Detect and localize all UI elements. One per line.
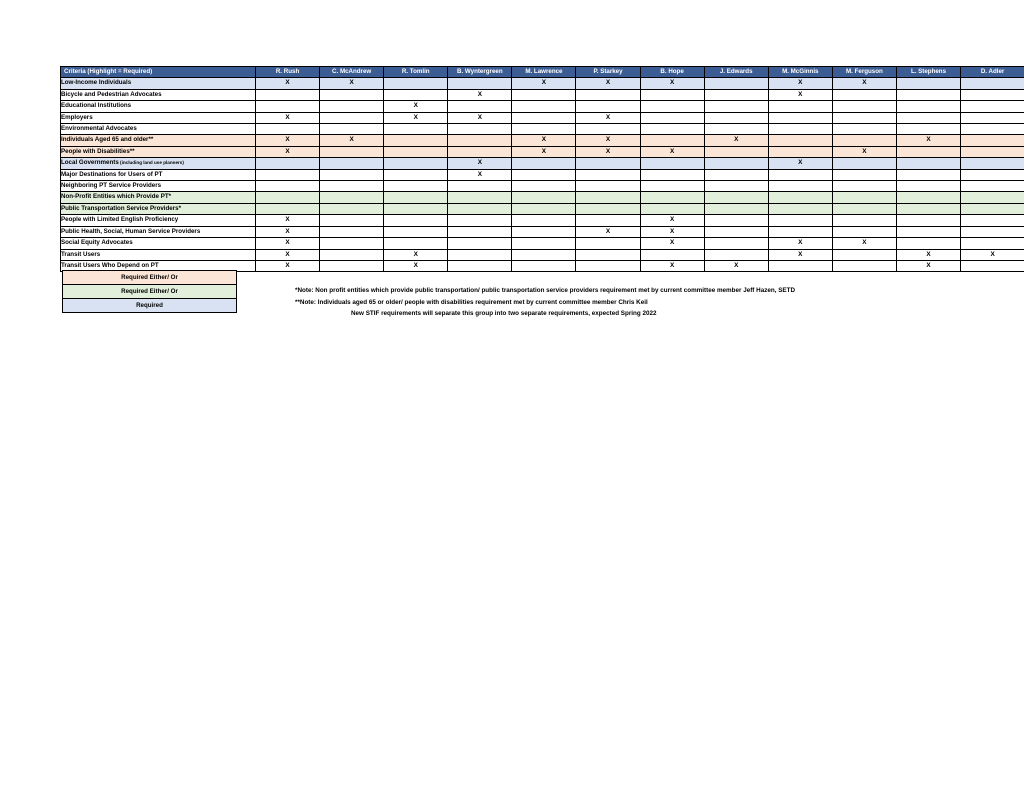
mark-cell-empty bbox=[320, 238, 384, 249]
criteria-label: Non-Profit Entities which Provide PT* bbox=[61, 193, 172, 201]
mark-cell-empty bbox=[768, 169, 832, 180]
mark-cell-empty bbox=[512, 192, 576, 203]
mark-cell-empty bbox=[512, 249, 576, 260]
mark-cell-empty bbox=[576, 238, 640, 249]
mark-cell-empty bbox=[320, 89, 384, 100]
mark-cell-empty bbox=[320, 181, 384, 192]
legend-label: Required bbox=[63, 299, 237, 313]
note-line: New STIF requirements will separate this group into two separate requirements, expected Spring 2022 bbox=[351, 310, 657, 317]
mark-cell-empty bbox=[256, 89, 320, 100]
mark-cell-checked: X bbox=[640, 226, 704, 237]
mark-cell-empty bbox=[768, 215, 832, 226]
mark-cell-checked: X bbox=[384, 112, 448, 123]
mark-cell-empty bbox=[320, 203, 384, 214]
mark-cell-checked: X bbox=[448, 169, 512, 180]
column-header-person: C. McAndrew bbox=[320, 67, 384, 78]
table-row bbox=[61, 192, 1024, 203]
mark-cell-empty bbox=[896, 203, 960, 214]
mark-cell-empty bbox=[576, 101, 640, 112]
mark-cell-empty bbox=[704, 238, 768, 249]
mark-cell-empty bbox=[832, 215, 896, 226]
mark-cell-empty bbox=[512, 169, 576, 180]
mark-cell-empty bbox=[384, 124, 448, 135]
mark-cell-empty bbox=[576, 158, 640, 169]
mark-cell-empty bbox=[256, 101, 320, 112]
mark-cell-empty bbox=[320, 169, 384, 180]
mark-cell-checked: X bbox=[448, 158, 512, 169]
mark-cell-empty bbox=[256, 181, 320, 192]
mark-cell-empty bbox=[961, 181, 1024, 192]
criteria-sublabel: (including land use planners) bbox=[118, 160, 184, 166]
mark-cell-checked: X bbox=[320, 135, 384, 146]
mark-cell-empty bbox=[512, 158, 576, 169]
criteria-cell bbox=[61, 192, 256, 203]
mark-cell-empty bbox=[832, 181, 896, 192]
mark-cell-empty bbox=[704, 101, 768, 112]
mark-cell-empty bbox=[640, 169, 704, 180]
mark-cell-empty bbox=[704, 78, 768, 89]
mark-cell-checked: X bbox=[448, 112, 512, 123]
mark-cell-empty bbox=[768, 260, 832, 271]
mark-cell-empty bbox=[576, 169, 640, 180]
header-row bbox=[61, 67, 1024, 78]
criteria-label: Local Governments bbox=[61, 159, 119, 167]
mark-cell-empty bbox=[704, 89, 768, 100]
mark-cell-checked: X bbox=[256, 260, 320, 271]
mark-cell-empty bbox=[640, 192, 704, 203]
criteria-label: Low-Income Individuals bbox=[61, 79, 132, 87]
mark-cell-checked: X bbox=[384, 260, 448, 271]
mark-cell-empty bbox=[961, 169, 1024, 180]
mark-cell-empty bbox=[896, 124, 960, 135]
mark-cell-empty bbox=[832, 112, 896, 123]
mark-cell-empty bbox=[512, 215, 576, 226]
mark-cell-empty bbox=[512, 124, 576, 135]
mark-cell-empty bbox=[832, 101, 896, 112]
criteria-cell bbox=[61, 181, 256, 192]
mark-cell-empty bbox=[320, 124, 384, 135]
notes-block bbox=[295, 285, 795, 320]
column-header-person: B. Wyntergreen bbox=[448, 67, 512, 78]
mark-cell-checked: X bbox=[768, 249, 832, 260]
criteria-cell bbox=[61, 215, 256, 226]
mark-cell-empty bbox=[832, 169, 896, 180]
mark-cell-checked: X bbox=[896, 260, 960, 271]
mark-cell-checked: X bbox=[256, 249, 320, 260]
mark-cell-empty bbox=[896, 226, 960, 237]
mark-cell-empty bbox=[704, 112, 768, 123]
mark-cell-empty bbox=[448, 226, 512, 237]
mark-cell-empty bbox=[448, 135, 512, 146]
mark-cell-checked: X bbox=[640, 260, 704, 271]
mark-cell-empty bbox=[320, 249, 384, 260]
table-row bbox=[61, 181, 1024, 192]
mark-cell-checked: X bbox=[704, 135, 768, 146]
criteria-cell bbox=[61, 203, 256, 214]
criteria-cell bbox=[61, 146, 256, 157]
mark-cell-empty bbox=[448, 124, 512, 135]
mark-cell-checked: X bbox=[832, 78, 896, 89]
mark-cell-empty bbox=[256, 203, 320, 214]
mark-cell-empty bbox=[961, 203, 1024, 214]
mark-cell-empty bbox=[384, 226, 448, 237]
mark-cell-empty bbox=[448, 146, 512, 157]
mark-cell-empty bbox=[448, 215, 512, 226]
mark-cell-empty bbox=[704, 249, 768, 260]
criteria-label: Transit Users Who Depend on PT bbox=[61, 261, 159, 269]
criteria-matrix-table bbox=[60, 66, 1024, 272]
mark-cell-empty bbox=[768, 181, 832, 192]
table-row bbox=[61, 169, 1024, 180]
mark-cell-empty bbox=[768, 124, 832, 135]
mark-cell-checked: X bbox=[961, 249, 1024, 260]
mark-cell-empty bbox=[448, 78, 512, 89]
table-row bbox=[61, 89, 1024, 100]
mark-cell-checked: X bbox=[256, 146, 320, 157]
criteria-label: Transit Users bbox=[61, 250, 101, 258]
mark-cell-checked: X bbox=[512, 78, 576, 89]
mark-cell-empty bbox=[896, 215, 960, 226]
mark-cell-empty bbox=[832, 260, 896, 271]
mark-cell-empty bbox=[512, 181, 576, 192]
mark-cell-empty bbox=[768, 101, 832, 112]
criteria-label: Major Destinations for Users of PT bbox=[61, 170, 163, 178]
mark-cell-empty bbox=[320, 158, 384, 169]
criteria-cell bbox=[61, 135, 256, 146]
mark-cell-empty bbox=[384, 89, 448, 100]
mark-cell-checked: X bbox=[512, 135, 576, 146]
mark-cell-checked: X bbox=[896, 249, 960, 260]
mark-cell-empty bbox=[384, 203, 448, 214]
mark-cell-empty bbox=[640, 135, 704, 146]
mark-cell-empty bbox=[384, 192, 448, 203]
table-header bbox=[61, 67, 1024, 78]
mark-cell-checked: X bbox=[384, 101, 448, 112]
criteria-label: Neighboring PT Service Providers bbox=[61, 182, 162, 190]
mark-cell-empty bbox=[704, 158, 768, 169]
mark-cell-empty bbox=[576, 124, 640, 135]
mark-cell-empty bbox=[704, 124, 768, 135]
column-header-person: R. Tomlin bbox=[384, 67, 448, 78]
note-line: **Note: Individuals aged 65 or older/ people with disabilities requirement met by current committee member Chris Keil bbox=[295, 298, 648, 306]
criteria-cell bbox=[61, 101, 256, 112]
table-row bbox=[61, 215, 1024, 226]
mark-cell-empty bbox=[448, 101, 512, 112]
table-row bbox=[61, 158, 1024, 169]
requirements-matrix-sheet bbox=[60, 66, 1005, 272]
mark-cell-empty bbox=[320, 112, 384, 123]
mark-cell-empty bbox=[896, 112, 960, 123]
mark-cell-empty bbox=[448, 260, 512, 271]
table-row bbox=[61, 226, 1024, 237]
mark-cell-empty bbox=[961, 146, 1024, 157]
mark-cell-empty bbox=[704, 203, 768, 214]
mark-cell-empty bbox=[961, 78, 1024, 89]
column-header-person: P. Starkey bbox=[576, 67, 640, 78]
mark-cell-empty bbox=[704, 169, 768, 180]
mark-cell-empty bbox=[512, 112, 576, 123]
mark-cell-empty bbox=[832, 226, 896, 237]
mark-cell-checked: X bbox=[576, 78, 640, 89]
criteria-cell bbox=[61, 112, 256, 123]
mark-cell-empty bbox=[384, 181, 448, 192]
column-header-person: B. Hope bbox=[640, 67, 704, 78]
mark-cell-checked: X bbox=[576, 112, 640, 123]
column-header-person: M. McGinnis bbox=[768, 67, 832, 78]
mark-cell-empty bbox=[576, 181, 640, 192]
mark-cell-empty bbox=[320, 101, 384, 112]
column-header-criteria: Criteria (Highlight = Required) bbox=[61, 67, 256, 78]
mark-cell-empty bbox=[704, 192, 768, 203]
mark-cell-checked: X bbox=[256, 238, 320, 249]
mark-cell-empty bbox=[640, 203, 704, 214]
mark-cell-empty bbox=[640, 89, 704, 100]
mark-cell-checked: X bbox=[832, 146, 896, 157]
note-line: *Note: Non profit entities which provide public transportation/ public transportation service providers requirement met by current committee member Jeff Hazen, SETD bbox=[295, 287, 795, 294]
mark-cell-empty bbox=[961, 238, 1024, 249]
table-row bbox=[61, 101, 1024, 112]
legend-table bbox=[62, 270, 237, 313]
mark-cell-checked: X bbox=[384, 249, 448, 260]
mark-cell-empty bbox=[961, 215, 1024, 226]
mark-cell-empty bbox=[576, 249, 640, 260]
mark-cell-empty bbox=[320, 226, 384, 237]
mark-cell-empty bbox=[576, 89, 640, 100]
mark-cell-checked: X bbox=[896, 135, 960, 146]
table-row bbox=[61, 146, 1024, 157]
column-header-person: M. Lawrence bbox=[512, 67, 576, 78]
criteria-cell bbox=[61, 124, 256, 135]
mark-cell-empty bbox=[896, 169, 960, 180]
mark-cell-empty bbox=[961, 135, 1024, 146]
mark-cell-empty bbox=[640, 112, 704, 123]
criteria-label: People with Limited English Proficiency bbox=[61, 216, 179, 224]
mark-cell-empty bbox=[832, 89, 896, 100]
mark-cell-empty bbox=[768, 112, 832, 123]
mark-cell-empty bbox=[448, 249, 512, 260]
mark-cell-empty bbox=[640, 181, 704, 192]
mark-cell-empty bbox=[576, 203, 640, 214]
mark-cell-empty bbox=[384, 135, 448, 146]
criteria-label: Environmental Advocates bbox=[61, 125, 137, 133]
mark-cell-empty bbox=[832, 203, 896, 214]
mark-cell-checked: X bbox=[768, 89, 832, 100]
mark-cell-checked: X bbox=[512, 146, 576, 157]
criteria-cell bbox=[61, 89, 256, 100]
mark-cell-empty bbox=[768, 135, 832, 146]
mark-cell-empty bbox=[512, 260, 576, 271]
mark-cell-empty bbox=[256, 124, 320, 135]
table-row bbox=[61, 124, 1024, 135]
table-row bbox=[61, 78, 1024, 89]
mark-cell-checked: X bbox=[256, 215, 320, 226]
column-header-person: J. Edwards bbox=[704, 67, 768, 78]
mark-cell-empty bbox=[896, 101, 960, 112]
mark-cell-checked: X bbox=[768, 78, 832, 89]
column-header-person: L. Stephens bbox=[896, 67, 960, 78]
mark-cell-empty bbox=[640, 158, 704, 169]
mark-cell-checked: X bbox=[256, 135, 320, 146]
table-row bbox=[61, 135, 1024, 146]
table-row bbox=[61, 249, 1024, 260]
column-header-person: M. Ferguson bbox=[832, 67, 896, 78]
mark-cell-checked: X bbox=[832, 238, 896, 249]
legend-label: Required Either/ Or bbox=[63, 285, 237, 299]
mark-cell-empty bbox=[448, 192, 512, 203]
criteria-label: Public Transportation Service Providers* bbox=[61, 204, 182, 212]
column-header-person: D. Adler bbox=[961, 67, 1024, 78]
mark-cell-empty bbox=[961, 101, 1024, 112]
mark-cell-checked: X bbox=[256, 226, 320, 237]
mark-cell-empty bbox=[832, 135, 896, 146]
mark-cell-empty bbox=[384, 238, 448, 249]
mark-cell-empty bbox=[576, 215, 640, 226]
mark-cell-empty bbox=[896, 158, 960, 169]
criteria-label: Public Health, Social, Human Service Providers bbox=[61, 227, 201, 235]
mark-cell-empty bbox=[512, 226, 576, 237]
mark-cell-empty bbox=[896, 146, 960, 157]
criteria-cell bbox=[61, 238, 256, 249]
mark-cell-empty bbox=[512, 89, 576, 100]
mark-cell-empty bbox=[768, 146, 832, 157]
mark-cell-empty bbox=[961, 158, 1024, 169]
mark-cell-checked: X bbox=[256, 112, 320, 123]
criteria-cell bbox=[61, 78, 256, 89]
criteria-label: Bicycle and Pedestrian Advocates bbox=[61, 90, 162, 98]
legend-row bbox=[63, 285, 237, 299]
mark-cell-empty bbox=[320, 260, 384, 271]
mark-cell-empty bbox=[512, 238, 576, 249]
mark-cell-empty bbox=[961, 124, 1024, 135]
mark-cell-empty bbox=[961, 226, 1024, 237]
mark-cell-empty bbox=[704, 226, 768, 237]
mark-cell-empty bbox=[384, 158, 448, 169]
column-header-person: R. Rush bbox=[256, 67, 320, 78]
table-body bbox=[61, 78, 1024, 272]
mark-cell-empty bbox=[768, 203, 832, 214]
mark-cell-empty bbox=[256, 158, 320, 169]
mark-cell-empty bbox=[320, 146, 384, 157]
mark-cell-empty bbox=[640, 101, 704, 112]
mark-cell-empty bbox=[576, 260, 640, 271]
table-row bbox=[61, 238, 1024, 249]
mark-cell-empty bbox=[768, 226, 832, 237]
mark-cell-empty bbox=[832, 124, 896, 135]
mark-cell-empty bbox=[704, 215, 768, 226]
mark-cell-empty bbox=[640, 249, 704, 260]
mark-cell-empty bbox=[512, 203, 576, 214]
mark-cell-empty bbox=[576, 192, 640, 203]
mark-cell-empty bbox=[832, 249, 896, 260]
mark-cell-empty bbox=[896, 181, 960, 192]
mark-cell-empty bbox=[320, 215, 384, 226]
mark-cell-empty bbox=[256, 169, 320, 180]
mark-cell-empty bbox=[320, 192, 384, 203]
mark-cell-empty bbox=[832, 158, 896, 169]
table-row bbox=[61, 112, 1024, 123]
mark-cell-empty bbox=[448, 203, 512, 214]
mark-cell-checked: X bbox=[448, 89, 512, 100]
criteria-cell bbox=[61, 249, 256, 260]
mark-cell-checked: X bbox=[576, 226, 640, 237]
mark-cell-empty bbox=[704, 181, 768, 192]
mark-cell-empty bbox=[961, 89, 1024, 100]
criteria-label: Social Equity Advocates bbox=[61, 239, 133, 247]
mark-cell-empty bbox=[896, 89, 960, 100]
mark-cell-checked: X bbox=[256, 78, 320, 89]
mark-cell-empty bbox=[384, 78, 448, 89]
legend-row bbox=[63, 299, 237, 313]
mark-cell-empty bbox=[832, 192, 896, 203]
mark-cell-empty bbox=[961, 112, 1024, 123]
mark-cell-checked: X bbox=[640, 146, 704, 157]
mark-cell-checked: X bbox=[640, 238, 704, 249]
mark-cell-checked: X bbox=[640, 215, 704, 226]
mark-cell-empty bbox=[896, 192, 960, 203]
mark-cell-empty bbox=[256, 192, 320, 203]
criteria-cell bbox=[61, 169, 256, 180]
mark-cell-empty bbox=[512, 101, 576, 112]
criteria-cell bbox=[61, 226, 256, 237]
mark-cell-checked: X bbox=[640, 78, 704, 89]
criteria-cell bbox=[61, 158, 256, 169]
mark-cell-checked: X bbox=[768, 238, 832, 249]
mark-cell-empty bbox=[704, 146, 768, 157]
mark-cell-empty bbox=[961, 192, 1024, 203]
mark-cell-checked: X bbox=[576, 135, 640, 146]
mark-cell-empty bbox=[384, 215, 448, 226]
legend-row bbox=[63, 271, 237, 285]
legend-label: Required Either/ Or bbox=[63, 271, 237, 285]
mark-cell-empty bbox=[384, 146, 448, 157]
mark-cell-empty bbox=[768, 192, 832, 203]
mark-cell-checked: X bbox=[320, 78, 384, 89]
mark-cell-empty bbox=[896, 78, 960, 89]
criteria-label: People with Disabilities** bbox=[61, 147, 135, 155]
mark-cell-empty bbox=[961, 260, 1024, 271]
criteria-label: Employers bbox=[61, 113, 93, 121]
mark-cell-checked: X bbox=[576, 146, 640, 157]
mark-cell-empty bbox=[448, 181, 512, 192]
criteria-label: Individuals Aged 65 and older** bbox=[61, 136, 154, 144]
mark-cell-empty bbox=[448, 238, 512, 249]
mark-cell-checked: X bbox=[768, 158, 832, 169]
mark-cell-empty bbox=[384, 169, 448, 180]
mark-cell-empty bbox=[640, 124, 704, 135]
table-row bbox=[61, 203, 1024, 214]
mark-cell-empty bbox=[896, 238, 960, 249]
criteria-label: Educational Institutions bbox=[61, 102, 132, 110]
mark-cell-checked: X bbox=[704, 260, 768, 271]
